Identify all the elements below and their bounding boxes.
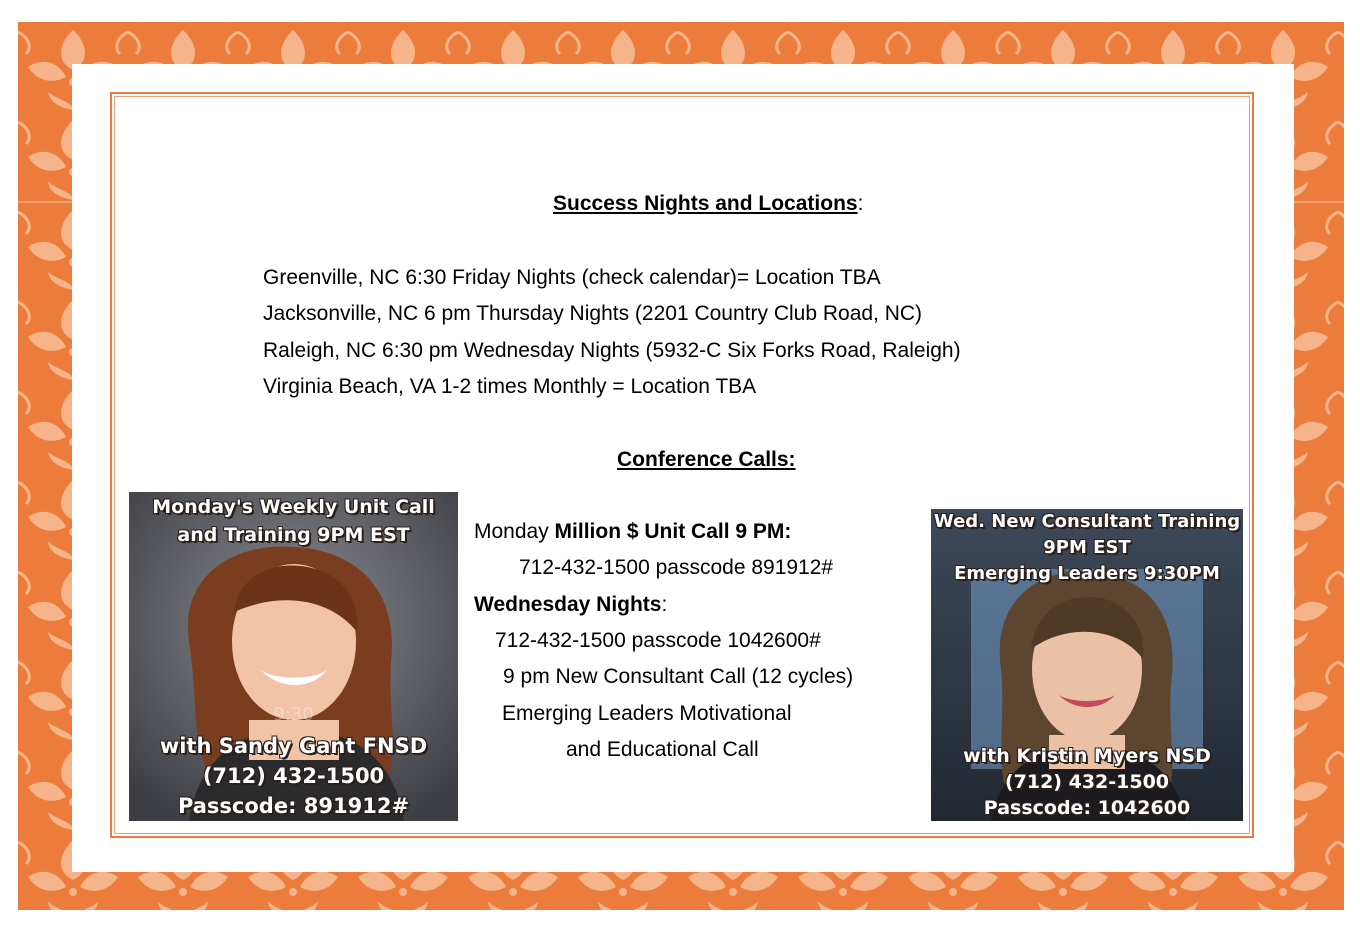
flyer-right-passcode: Passcode: 1042600 — [983, 797, 1191, 819]
flyer-right-title-line1: Wed. New Consultant Training — [933, 511, 1241, 532]
monday-call-number: 712-432-1500 passcode 891912# — [519, 556, 834, 579]
wednesday-emerging-leaders: Emerging Leaders Motivational — [502, 702, 792, 725]
wednesday-colon: : — [661, 593, 668, 616]
location-raleigh: Raleigh, NC 6:30 pm Wednesday Nights (5932-C Six Forks Road, Raleigh) — [263, 339, 961, 362]
flyer-left-title-line2: and Training 9PM EST — [177, 524, 410, 546]
success-nights-colon: : — [857, 192, 864, 215]
wednesday-call-flyer — [931, 509, 1243, 821]
wednesday-call-title: Wednesday Nights — [474, 593, 662, 616]
wednesday-call-line — [474, 593, 667, 617]
success-nights-heading — [553, 192, 863, 216]
flyer-right-title-line2: 9PM EST — [1043, 537, 1131, 558]
wednesday-consultant-call: 9 pm New Consultant Call (12 cycles) — [503, 665, 854, 688]
monday-call-flyer — [129, 492, 458, 821]
location-greenville: Greenville, NC 6:30 Friday Nights (check calendar)= Location TBA — [263, 266, 881, 289]
flyer-left-host: with Sandy Gant FNSD — [159, 734, 428, 758]
flyer-left-phone: (712) 432-1500 — [202, 764, 385, 788]
monday-prefix: Monday — [474, 520, 555, 543]
conference-calls-title: Conference Calls: — [617, 448, 796, 471]
flyer-left-faint-time: 9:30 — [273, 704, 314, 725]
monday-call-line — [474, 520, 791, 544]
wednesday-educational-call: and Educational Call — [566, 738, 759, 761]
flyer-left-passcode: Passcode: 891912# — [177, 794, 410, 818]
location-virginia-beach: Virginia Beach, VA 1-2 times Monthly = Location TBA — [263, 375, 757, 398]
success-nights-title: Success Nights and Locations — [553, 192, 858, 215]
flyer-right-host: with Kristin Myers NSD — [963, 745, 1211, 767]
conference-calls-heading — [617, 448, 796, 472]
location-jacksonville: Jacksonville, NC 6 pm Thursday Nights (2201 Country Club Road, NC) — [263, 302, 923, 325]
flyer-left-title-line1: Monday's Weekly Unit Call — [152, 496, 435, 518]
wednesday-call-number: 712-432-1500 passcode 1042600# — [495, 629, 821, 652]
flyer-right-phone: (712) 432-1500 — [1004, 771, 1170, 793]
flyer-right-title-line3: Emerging Leaders 9:30PM — [954, 563, 1220, 584]
monday-call-title: Million $ Unit Call 9 PM: — [554, 520, 792, 543]
